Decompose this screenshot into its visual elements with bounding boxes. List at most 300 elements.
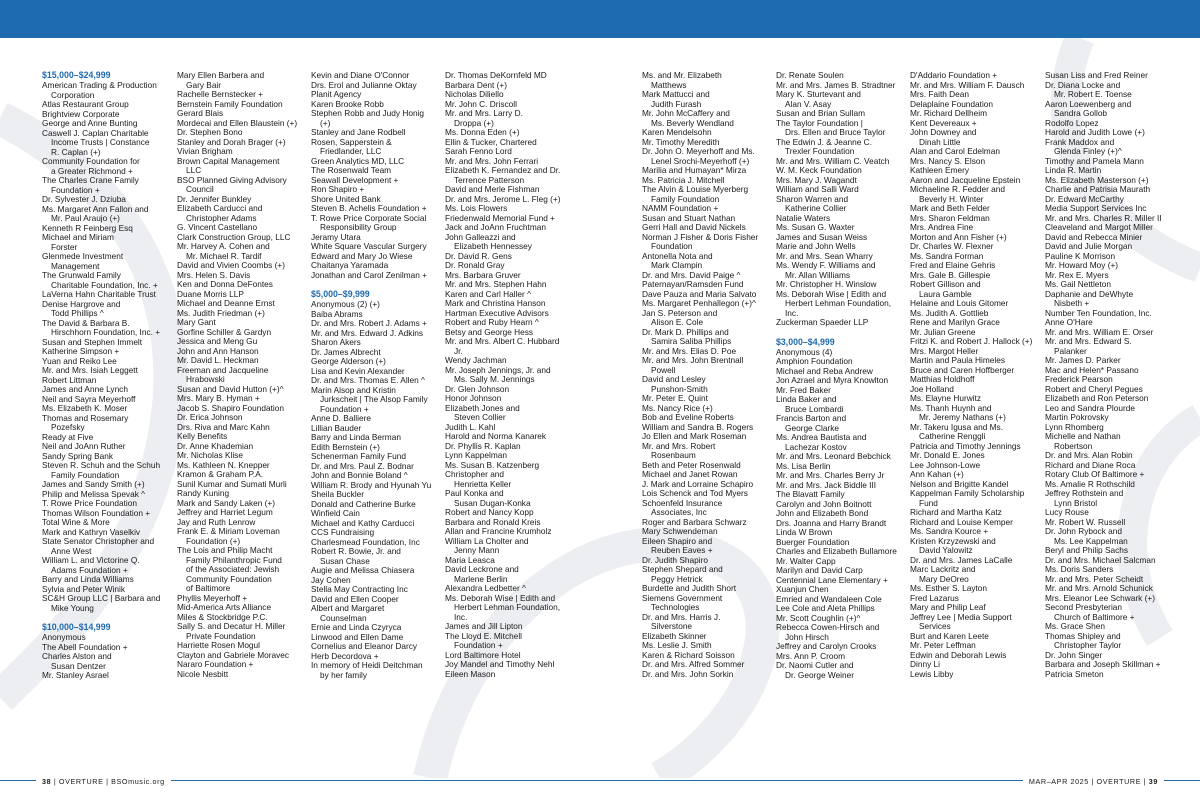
donor-name-line: Mrs. Gale B. Gillespie (910, 269, 991, 280)
donor-entry (445, 470, 561, 489)
donor-entry (42, 556, 160, 575)
donor-entry (42, 300, 160, 319)
donor-name-line: Patricia Smeton (1045, 668, 1104, 679)
donor-name-line: Herbert Lehman Foundation, (785, 298, 892, 308)
donor-name-line: Jacob S. Shapiro Foundation (177, 402, 285, 413)
donor-name-line: Cornelius and Eleanor Darcy (311, 641, 418, 651)
donor-name-line: Sunil Kumar and Sumati Murli (177, 478, 287, 489)
donor-name-line: Philip and Melissa Spevak ^ (42, 488, 146, 499)
donor-name-line: Matthews (651, 79, 687, 90)
donor-entry (1045, 337, 1162, 356)
donor-name-line: Planit Agency (311, 89, 362, 99)
donor-name-line: Number Ten Foundation, Inc. (1045, 307, 1152, 318)
donor-name-line: Elizabeth Carducci and (177, 203, 263, 213)
donor-name-line: Linda Baker and (776, 394, 837, 404)
donor-name-line: Dr. Ronald Gray (445, 260, 505, 270)
donor-name-line: Frederick Pearson (1045, 374, 1113, 384)
donor-name-line: Media Support Services Inc (1045, 203, 1147, 213)
donor-entry (445, 337, 561, 356)
donor-name-line: Delaplaine Foundation (910, 98, 994, 109)
donor-name-line: Drs. Ellen and Bruce Taylor (785, 127, 886, 137)
donor-name-line: Green Analytics MD, LLC (311, 155, 405, 166)
donor-name-line: Mr. and Mrs. Elias D. Poe (642, 345, 737, 356)
donor-name-line: Dr. John O. Meyerhoff and Ms. (642, 146, 755, 156)
donor-name-line: Friedlander, LLC (320, 146, 382, 156)
donor-entry (910, 128, 1032, 147)
donor-entry (1045, 290, 1162, 309)
donor-entry (311, 604, 431, 623)
donor-name-line: Jonathan and Carol Zenilman + (311, 269, 427, 280)
donor-name-line: Mr. John C. Driscoll (445, 98, 517, 109)
donor-name-line: Stanley and Jane Rodbell (311, 127, 406, 137)
donor-name-line: Ms. Gail Nettleton (1045, 279, 1111, 289)
donor-name-line: Elizabeth K. Fernandez and Dr. (445, 165, 561, 175)
donor-entry (311, 109, 431, 128)
donor-name-line: Dr. Naomi Cutler and (776, 660, 854, 670)
donor-name-line: Reuben Eaves + (651, 545, 713, 555)
donor-entry (445, 537, 561, 556)
donor-name-line: Mark and Beth Felder (910, 203, 990, 213)
donor-entry (445, 109, 561, 128)
donor-name-line: Zuckerman Spaeder LLP (776, 317, 869, 327)
donor-name-line: Jo Ellen and Mark Roseman (642, 431, 747, 441)
donor-name-line: Lord Baltimore Hotel (445, 649, 521, 660)
donor-entry (42, 205, 160, 224)
donor-name-line: The Blavatt Family (776, 489, 845, 499)
donor-entry (177, 204, 297, 223)
donor-name-line: Mrs. Sharon Feldman (910, 212, 990, 223)
donor-name-line: Ms. Thanh Huynh and (910, 402, 992, 413)
donor-name-line: William and Sandra B. Rogers (642, 421, 754, 432)
donor-name-line: Ellin & Tucker, Chartered (445, 136, 537, 147)
donor-entry (177, 71, 297, 90)
donor-name-line: Ms. Esther S. Layton (910, 583, 988, 593)
donor-name-line: Barbara and Ronald Kreis (445, 516, 541, 527)
donor-name-line: Rotary Club Of Baltimore + (1045, 469, 1145, 479)
donor-name-line: Mary K. Sturtevant and (776, 89, 861, 99)
donor-column (910, 71, 1032, 679)
donor-name-line: Mrs. Andrea Fine (910, 222, 974, 232)
donor-entry (776, 290, 897, 319)
donor-name-line: John Galleazzi and (445, 231, 516, 242)
donor-name-line: Mr. Julian Greene (910, 326, 976, 337)
donor-name-line: Ms. Sandra Kource + (910, 526, 989, 536)
donor-name-line: Nisbeth + (1054, 298, 1090, 308)
donor-name-line: Kenneth R Feinberg Esq (42, 222, 133, 233)
donor-name-line: Mac and Helen* Passano (1045, 364, 1139, 375)
donor-name-line: Robert and Ruby Hearn ^ (445, 317, 539, 327)
donor-entry (1045, 432, 1162, 451)
donor-name-line: American Trading & Production (42, 80, 157, 90)
donor-name-line: Mr. Paul Araujo (+) (51, 213, 120, 223)
giving-level-heading: $10,000–$14,999 (42, 622, 111, 632)
donor-entry (42, 537, 160, 556)
donor-name-line: Mr. Peter E. Quint (642, 393, 708, 403)
donor-name-line: Mr. and Mrs. Peter Scheidt (1045, 573, 1144, 584)
donor-entry (910, 565, 1032, 584)
donor-name-line: Harriette Rosen Mogul (177, 640, 261, 650)
donor-name-line: Steven B. Achelis Foundation + (311, 203, 427, 213)
donor-name-line: Patricia and Timothy Jennings (910, 440, 1021, 451)
donor-entry (1045, 670, 1162, 680)
donor-name-line: Laura Gamble (919, 288, 972, 299)
donor-name-line: Emried and Wandaleen Cole (776, 593, 882, 604)
donor-name-line: Gerard Blais (177, 108, 224, 118)
donor-entry (642, 252, 758, 271)
donor-name-line: Glenmede Investment (42, 251, 124, 261)
donor-name-line: Ms. Doris Sanders (1045, 564, 1114, 574)
donor-name-line: Mr. Joseph Jennings, Jr. and (445, 364, 551, 375)
donor-name-line: Glenda Finley (+)^ (1054, 146, 1122, 156)
donor-entry (177, 157, 297, 176)
donor-name-line: Shore United Bank (311, 193, 381, 204)
footer-right-text: MAR–APR 2025 | OVERTURE | (1028, 777, 1147, 786)
donor-name-line: Foundation (651, 241, 693, 251)
donor-name-line: Lois Schenck and Tod Myers (642, 488, 748, 498)
donor-name-line: Dr. John Rybock and (1045, 526, 1123, 536)
donor-entry (177, 527, 297, 546)
donor-name-line: Hirschhorn Foundation, Inc. + (51, 327, 161, 337)
donor-column (42, 71, 160, 681)
donor-entry (776, 138, 897, 157)
donor-name-line: Mr. Timothy Meredith (642, 136, 720, 147)
donor-name-line: a Greater Richmond + (51, 165, 133, 176)
donor-name-line: In memory of Heidi Deitchman (311, 660, 423, 670)
donor-name-line: Council (186, 184, 214, 194)
donor-name-line: Mr. and Mrs. Charles Berry Jr (776, 470, 885, 480)
donor-name-line: Dr. Edward McCarthy (1045, 193, 1124, 204)
donor-entry (642, 499, 758, 518)
donor-name-line: Marilyn and David Carp (776, 565, 863, 575)
donor-name-line: Dave Pauza and Maria Salvato (642, 288, 757, 299)
donor-name-line: Pauline K Morrison (1045, 250, 1116, 261)
donor-name-line: George Alderson (+) (311, 356, 386, 366)
donor-name-line: Dr. Anne Khademian (177, 440, 254, 451)
donor-name-line: Dr. and Mrs. Robert J. Adams + (311, 318, 427, 328)
donor-name-line: Duane Morris LLP (177, 288, 244, 299)
donor-name-line: Steven R. Schuh and the Schuh (42, 460, 161, 470)
donor-name-line: Mr. Rex E. Myers (1045, 269, 1109, 280)
donor-name-line: Herb Decordova + (311, 650, 379, 661)
donor-name-line: Katherine Collier (785, 203, 847, 213)
donor-name-line: Augie and Melissa Chiasera (311, 565, 415, 575)
donor-name-line: Mr. Harvey A. Cohen and (177, 241, 270, 251)
donor-entry (42, 594, 160, 613)
donor-name-line: Family Foundation (651, 193, 720, 204)
donor-name-line: Katherine Simpson + (42, 346, 120, 356)
footer-left (36, 777, 171, 786)
donor-name-line: Michael and Deanne Ernst (177, 298, 275, 308)
donor-entry (776, 623, 897, 642)
donor-name-line: Terrence Patterson (454, 174, 525, 185)
donor-entry (445, 233, 561, 252)
donor-name-line: The Rosenwald Team (311, 165, 392, 175)
donor-name-line: Karen Mendelsohn (642, 127, 712, 137)
donor-name-line: Martin and Paula Himeles (910, 355, 1005, 365)
donor-name-line: Church of Baltimore + (1054, 611, 1135, 622)
donor-name-line: Thomas Shipley and (1045, 630, 1121, 641)
donor-name-line: Beryl and Philip Sachs (1045, 545, 1129, 555)
donor-name-line: Mrs. Mary J. Wagandt (776, 174, 857, 185)
donor-name-line: Ms. Sally M. Jennings (454, 374, 535, 384)
donor-entry (445, 166, 561, 185)
donor-name-line: Mrs. Mary B. Hyman + (177, 393, 260, 403)
donor-name-line: Ms. Elizabeth Masterson (+) (1045, 174, 1149, 185)
donor-name-line: Dr. David R. Gens (445, 250, 512, 261)
donor-name-line: Christopher and (445, 469, 505, 479)
donor-name-line: Dr. Stephen Bono (177, 127, 243, 137)
donor-name-line: Michael and Janet Rowan (642, 469, 738, 479)
donor-name-line: Associates, Inc (651, 507, 707, 517)
donor-name-line: Pozefsky (51, 422, 85, 432)
donor-name-line: Jeffrey and Harriet Legum (177, 507, 273, 517)
donor-name-line: Rosen, Sapperstein & (311, 136, 392, 147)
donor-name-line: Ron Shapiro + (311, 184, 365, 194)
donor-entry (42, 233, 160, 252)
donor-name-line: Stephen Robb and Judy Honig (311, 108, 425, 118)
donor-name-line: Income Trusts | Constance (51, 137, 150, 147)
donor-entry (642, 90, 758, 109)
donor-name-line: Stephen Shepard and (642, 564, 723, 574)
donor-name-line: Schoenfeld Insurance (642, 497, 723, 508)
donor-name-line: Ms. Judith A. Gottlieb (910, 307, 989, 318)
donor-name-line: R. Caplan (+) (51, 146, 101, 157)
donor-entry (445, 565, 561, 584)
donor-entry (445, 670, 561, 680)
donor-name-line: Jeffrey Lee | Media Support (910, 611, 1012, 622)
donor-name-line: Foundation + (454, 640, 503, 650)
donor-name-line: The David & Barbara B. (42, 317, 130, 328)
donor-name-line: Gerri Hall and David Nickels (642, 222, 746, 232)
donor-name-line: Michael and Miriam (42, 232, 114, 242)
donor-name-line: Droppa (+) (454, 117, 494, 128)
top-banner-bar (0, 0, 1200, 38)
donor-name-line: Mary and Philip Leaf (910, 602, 986, 612)
donor-name-line: Friedenwald Memorial Fund + (445, 212, 555, 223)
donor-name-line: Powell (651, 364, 676, 375)
donor-name-line: Mark and Christina Hanson (445, 298, 546, 308)
donor-entry (1045, 603, 1162, 622)
donor-name-line: Foundation (+) (186, 535, 241, 546)
donor-name-line: John Hirsch (785, 631, 829, 642)
donor-name-line: Ms. Lois Flowers (445, 203, 508, 213)
donor-name-line: Ms. Deborah Wise | Edith and (445, 592, 556, 603)
donor-entry (311, 271, 431, 281)
donor-name-line: Peggy Hetrick (651, 573, 703, 584)
donor-entry (776, 661, 897, 680)
donor-name-line: Mid-America Arts Alliance (177, 602, 272, 612)
donor-name-line: Foundation + (320, 403, 369, 414)
donor-entry (1045, 100, 1162, 119)
donor-entry (776, 261, 897, 280)
footer-left-text: | OVERTURE | BSOmusic.org (53, 777, 165, 786)
donor-name-line: Mr. James D. Parker (1045, 355, 1121, 365)
donor-name-line: Mark and Kathryn Vaselkiv (42, 526, 141, 537)
donor-name-line: Gary Bair (186, 79, 222, 90)
donor-entry (311, 138, 431, 157)
donor-name-line: Mary Ellen Barbera and (177, 70, 265, 80)
donor-name-line: Mr. and Mrs. William F. Dausch (910, 79, 1025, 90)
donor-entry (642, 442, 758, 461)
donor-name-line: Inc. (454, 611, 468, 622)
donor-name-line: Burdette and Judith Short (642, 583, 737, 593)
donor-name-line: Dr. and Mrs. Harris J. (642, 611, 721, 622)
donor-name-line: Lewis Libby (910, 668, 954, 679)
donor-name-line: Ms. Judith Friedman (+) (177, 307, 265, 318)
donor-name-line: David and Julie Morgan (1045, 241, 1133, 251)
donor-name-line: Corporation (51, 89, 95, 100)
donor-name-line: Gorfine Schiller & Gardyn (177, 326, 272, 337)
donor-name-line: Sheila Buckler (311, 489, 365, 499)
donor-name-line: Centennial Lane Elementary + (776, 574, 888, 585)
footer-right (1023, 777, 1164, 786)
donor-name-line: Charitable Foundation, Inc. + (51, 279, 158, 290)
donor-name-line: Mr. Donald E. Jones (910, 450, 985, 460)
donor-name-line: Anonymous (4) (776, 346, 833, 357)
donor-entry (776, 318, 897, 328)
donor-name-line: Palanker (1054, 345, 1087, 356)
donor-name-line: Ms. Patricia J. Mitchell (642, 174, 725, 185)
donor-name-line: George and Anne Bunting (42, 118, 138, 128)
donor-name-line: Dinah Little (919, 136, 961, 147)
donor-name-line: Lisa and Kevin Alexander (311, 365, 405, 376)
donor-name-line: Fred Lazarus (910, 592, 959, 603)
donor-name-line: Private Foundation (186, 630, 256, 641)
donor-name-line: Mary Schwendeman (642, 526, 718, 536)
donor-name-line: David and Rebecca Minier (1045, 231, 1143, 242)
donor-name-line: John and Bonnie Boland ^ (311, 470, 408, 480)
donor-name-line: Robert and Nancy Kopp (445, 507, 534, 517)
donor-name-line: Mrs. Ann P. Croom (776, 650, 846, 661)
donor-name-line: Dr. and Mrs. John Sorkin (642, 668, 734, 679)
donor-entry (910, 404, 1032, 423)
donor-name-line: Mr. Scott Coughlin (+)^ (776, 612, 861, 623)
donor-entry (445, 489, 561, 508)
donor-name-line: Mr. Walter Capp (776, 555, 836, 566)
donor-name-line: Mr. and Mrs. William E. Orser (1045, 326, 1154, 337)
donor-name-line: David and Lesley (642, 374, 706, 384)
donor-name-line: Michaeline R. Fedder and (910, 184, 1006, 194)
donor-name-line: Dr. James Albrecht (311, 346, 381, 357)
donor-name-line: Trexler Foundation (785, 146, 855, 156)
donor-name-line: Susan Dugan-Konka (454, 497, 531, 508)
donor-name-line: Mr. Takeru Igusa and Ms. (910, 421, 1003, 432)
giving-level-heading: $15,000–$24,999 (42, 70, 111, 80)
donor-name-line: Roger and Barbara Schwarz (642, 516, 747, 527)
donor-name-line: David and Merle Fishman (445, 184, 540, 194)
donor-name-line: Richard and Martha Katz (910, 507, 1002, 517)
donor-name-line: Albert and Margaret (311, 603, 385, 613)
donor-name-line: James and Susan Weiss (776, 231, 868, 242)
donor-name-line: Vivian Brigham (177, 146, 233, 156)
donor-name-line: Norman J Fisher & Doris Fisher (642, 231, 759, 242)
donor-name-line: Dr. and Mrs. Alan Robin (1045, 450, 1133, 460)
donor-name-line: George Clarke (785, 422, 839, 433)
donor-name-line: Charles Alston and (42, 651, 112, 661)
donor-name-line: Schenerman Family Fund (311, 451, 406, 461)
donor-name-line: Henrietta Keller (454, 478, 512, 489)
donor-name-line: Kramon & Graham P.A. (177, 469, 264, 479)
donor-name-line: Frank Maddox and (1045, 136, 1115, 147)
donor-name-line: Dr. Phyllis R. Kaplan (445, 440, 521, 451)
donor-name-line: The Grunwald Family (42, 270, 121, 280)
donor-name-line: Freeman and Jacqueline (177, 364, 269, 375)
donor-name-line: Betsy and George Hess (445, 326, 534, 337)
donor-name-line: Susan Chase (320, 555, 370, 566)
donor-name-line: Mr. Allan Williams (785, 269, 851, 280)
donor-name-line: Paternayan/Ramsden Fund (642, 279, 744, 289)
donor-name-line: Dr. Glen Johnson (445, 383, 510, 394)
donor-name-line: Community Foundation (186, 573, 272, 584)
donor-name-line: Nicole Nesbitt (177, 668, 229, 679)
donor-name-line: Thomas and Rosemary (42, 412, 129, 423)
donor-name-line: Lee Cole and Aleta Phillips (776, 603, 875, 613)
donor-name-line: Mr. Robert W. Russell (1045, 516, 1126, 527)
donor-name-line: Karen and Carl Haller ^ (445, 288, 531, 299)
donor-entry (642, 71, 758, 90)
donor-entry (177, 670, 297, 680)
donor-name-line: Winfield Cain (311, 508, 360, 518)
donor-name-line: Rodolfo Lopez (1045, 117, 1099, 128)
donor-name-line: Michelle and Nathan (1045, 431, 1121, 441)
donor-name-line: Jr. (454, 345, 463, 356)
donor-name-line: Dr. Charles W. Flexner (910, 241, 994, 251)
donor-name-line: Dr. and Mrs. Alfred Sommer (642, 659, 745, 669)
donor-entry (642, 670, 758, 680)
donor-name-line: Matthias Holdhoff (910, 374, 975, 384)
donor-name-line: Susan and Stephen Immelt (42, 336, 143, 347)
donor-name-line: Carolyn and John Boitnott (776, 498, 872, 509)
donor-name-line: Mr. and Mrs. Sean Wharry (776, 250, 873, 261)
donor-entry (642, 309, 758, 328)
donor-name-line: Alan V. Asay (785, 98, 832, 109)
donor-name-line: Honor Johnson (445, 393, 502, 403)
donor-name-line: Ernie and Linda Czyrycа (311, 622, 402, 632)
donor-name-line: W. M. Keck Foundation (776, 165, 862, 175)
donor-name-line: Catherine Renggli (919, 431, 986, 441)
donor-name-line: Responsibility Group (320, 222, 397, 232)
donor-name-line: Elizabeth Jones and (445, 402, 520, 413)
donor-name-line: Mr. and Mrs. Edward S. (1045, 336, 1132, 346)
donor-name-line: Ms. Sandra Forman (910, 250, 984, 261)
donor-name-line: Second Presbyterian (1045, 602, 1123, 612)
donor-name-line: Dr. Diana Locke and (1045, 79, 1121, 90)
donor-name-line: Jay and Ruth Lenrow (177, 516, 256, 527)
donor-name-line: White Square Vascular Surgery (311, 241, 427, 251)
donor-name-line: Rene and Marilyn Grace (910, 317, 1000, 327)
donor-name-line: Anne D. Balliere (311, 413, 371, 423)
donor-name-line: Forster (51, 241, 78, 252)
donor-name-line: Mrs. Eleanor Lee Schwark (+) (1045, 592, 1155, 603)
donor-name-line: Amphion Foundation (776, 356, 853, 366)
donor-name-line: Fund (919, 497, 938, 508)
donor-name-line: Judith L. Kahl (445, 421, 496, 432)
donor-entry (642, 537, 758, 556)
donor-entry (445, 404, 561, 423)
donor-name-line: Hartman Executive Advisors (445, 307, 549, 318)
donor-name-line: Marc Lackritz and (910, 564, 976, 574)
donor-entry (42, 81, 160, 100)
donor-name-line: LaVerna Hahn Charitable Trust (42, 289, 156, 299)
donor-name-line: Total Wine & More (42, 517, 110, 527)
donor-entry (910, 489, 1032, 508)
donor-name-line: Dr. John Singer (1045, 649, 1103, 660)
donor-name-line: Barry and Linda Williams (42, 574, 134, 584)
donor-entry (776, 433, 897, 452)
donor-name-line: Lynn Kappelman (445, 450, 507, 460)
donor-name-line: Family Foundation (51, 469, 120, 480)
donor-name-line: Xuanjun Chen (776, 584, 829, 594)
